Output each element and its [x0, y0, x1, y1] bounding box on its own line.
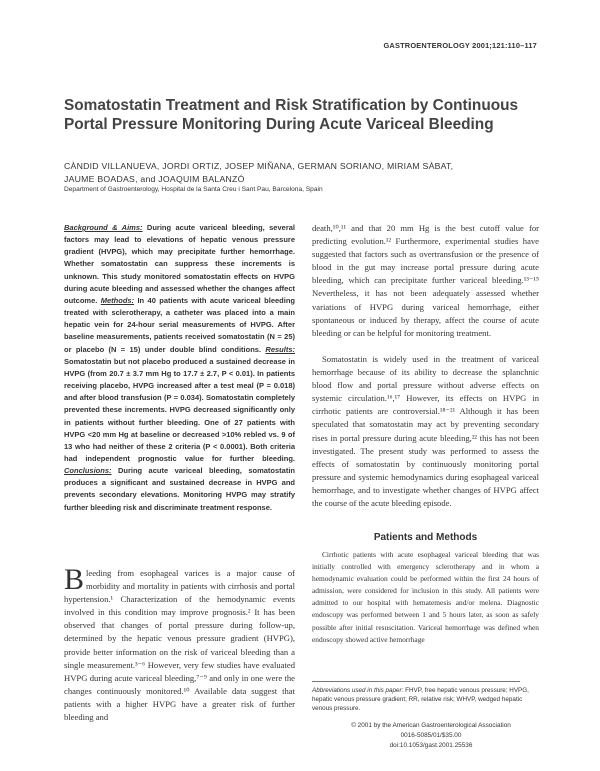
body-paragraph-methods: Cirrhotic patients with acute esophageal variceal bleeding that was initially controlled with emergency sclerotherapy and in whom a hemodynamic evaluation could be performed within the first 24 hours of admission, were considered for inclusion in this study. All patients were admitted to our hospital with hematemesis and/or melena. Diagnostic endoscopy was performed between 1 and 5 hours later, as soon as safely possible after initial resuscitation. Variceal hemorrhage was defined when endoscopy showed active hemorrhage — [312, 550, 539, 644]
body-paragraph-continued: death,¹⁰,¹¹ and that 20 mm Hg is the best cutoff value for predicting evolution.¹² Furthermore, experimental studies have suggested that factors such as overtransfusion or the presence of blood in the gut may increase portal pressure during acute bleeding, which can precipitate further variceal bleeding.¹³⁻¹⁵ Nevertheless, it has not been adequately assessed whether variations of HVPG during variceal hemorrhage, either spontaneous or induced by therapy, affect the course of acute bleeding or can be helpful for monitoring treatment. — [312, 223, 539, 338]
abstract-label-conclusions: Conclusions: — [64, 466, 112, 476]
abstract-text-conclusions: During acute variceal bleeding, somatostatin produces a significant and sustained decrease in HVPG and prevents secondary elevations. Monitoring HVPG may stratify further bleeding risk and discriminate treatment response. — [64, 466, 295, 512]
issn-line: 0016-5085/01/$35.00 — [400, 732, 462, 739]
abstract-text-results: Somatostatin but not placebo produced a sustained decrease in HVPG (from 20.7 ± 3.7 mm Hg to 17.7 ± 2.7, P < 0.01). In patients receiving placebo, HVPG increased after a test meal (P = 0.018) and after blood transfusion (P = 0.034). Somatostatin completely prevented these increments. HVPG decreased significantly only in patients without further bleeding. One of 27 patients with HVPG <20 mm Hg at baseline or decreased >10% rebled vs. 9 of 13 who had neither of these 2 criteria (P < 0.0001). Both criteria had independent prognostic value for further bleeding. — [64, 356, 295, 463]
abstract-text-methods: In 40 patients with acute variceal bleeding treated with sclerotherapy, a catheter was placed into a main hepatic vein for 24-hour serial measurements of HVPG. After baseline measurements, patients received somatostatin (N = 25) or placebo (N = 15) under double blind conditions. — [64, 295, 295, 354]
author-line-1: CÀNDID VILLANUEVA, JORDI ORTIZ, JOSEP MIÑANA, GERMAN SORIANO, MIRIAM SÀBAT, — [64, 161, 454, 171]
copyright-line: © 2001 by the American Gastroenterological Association — [351, 722, 511, 729]
footnote-divider — [312, 681, 520, 682]
introduction-text: leeding from esophageal varices is a major cause of morbidity and mortality in patients with cirrhosis and portal hypertension.¹ Characterization of the hemodynamic events involved in this condition may improve prognosis.² It has been observed that changes of portal pressure during follow-up, determined by the hepatic venous pressure gradient (HVPG), provide better information on the risk of variceal bleeding than a single measurement.³⁻⁶ However, very few studies have evaluated HVPG during acute variceal bleeding,⁷⁻⁹ and only in one were the changes continuously monitored.¹⁰ Available data suggest that patients with a higher HVPG have a greater risk of further bleeding and — [64, 568, 295, 723]
section-heading-methods: Patients and Methods — [373, 532, 478, 543]
running-head: GASTROENTEROLOGY 2001;121:110–117 — [383, 41, 537, 50]
abbreviations-footnote — [312, 686, 544, 713]
abstract-text-background: During acute variceal bleeding, several factors may lead to elevations of hepatic venous pressure gradient (HVPG), which may precipitate further hemorrhage. Whether somatostatin can suppress these increments is unknown. This study monitored somatostatin effects on HVPG during acute bleeding and assessed whether the changes affect outcome. — [64, 223, 295, 305]
article-title: Somatostatin Treatment and Risk Stratification by Continuous Portal Pressure Monitoring During Acute Variceal Bleeding — [64, 97, 519, 133]
abstract — [64, 222, 295, 514]
affiliation: Department of Gastroenterology, Hospital de la Santa Creu i Sant Pau, Barcelona, Spain — [64, 186, 323, 193]
author-line-2: JAUME BOADAS, and JOAQUIM BALANZÓ — [64, 174, 245, 184]
abstract-label-methods: Methods: — [100, 295, 135, 305]
abstract-label-background: Background & Aims: — [64, 223, 143, 232]
drop-cap: B — [64, 563, 85, 596]
abstract-label-results: Results: — [265, 344, 295, 354]
author-list — [64, 160, 534, 186]
body-paragraph-somatostatin: Somatostatin is widely used in the treatment of variceal hemorrhage because of its ability to decrease the splanchnic blood flow and portal pressure without adverse effects on systemic circulation.¹⁶,¹⁷ However, its effects on HVPG in cirrhotic patients are controversial.¹⁸⁻²¹ Although it has been speculated that somatostatin may act by preventing secondary rises in portal pressure during acute bleeding,²² this has not been investigated. The present study was performed to assess the effects of somatostatin by continuously monitoring portal pressure and systemic hemodynamics during esophageal variceal hemorrhage, and to investigate whether changes of HVPG affect the course of the acute bleeding episode. — [312, 354, 539, 509]
doi-line: doi:10.1053/gast.2001.25536 — [389, 742, 473, 749]
abbreviations-label: Abbreviations used in this paper: — [312, 687, 404, 694]
abbreviations-text: FHVP, free hepatic venous pressure; HVPG, hepatic venous pressure gradient; RR, relative risk; WHVP, wedged hepatic venous pressure. — [312, 687, 529, 712]
introduction-paragraph — [64, 563, 295, 724]
